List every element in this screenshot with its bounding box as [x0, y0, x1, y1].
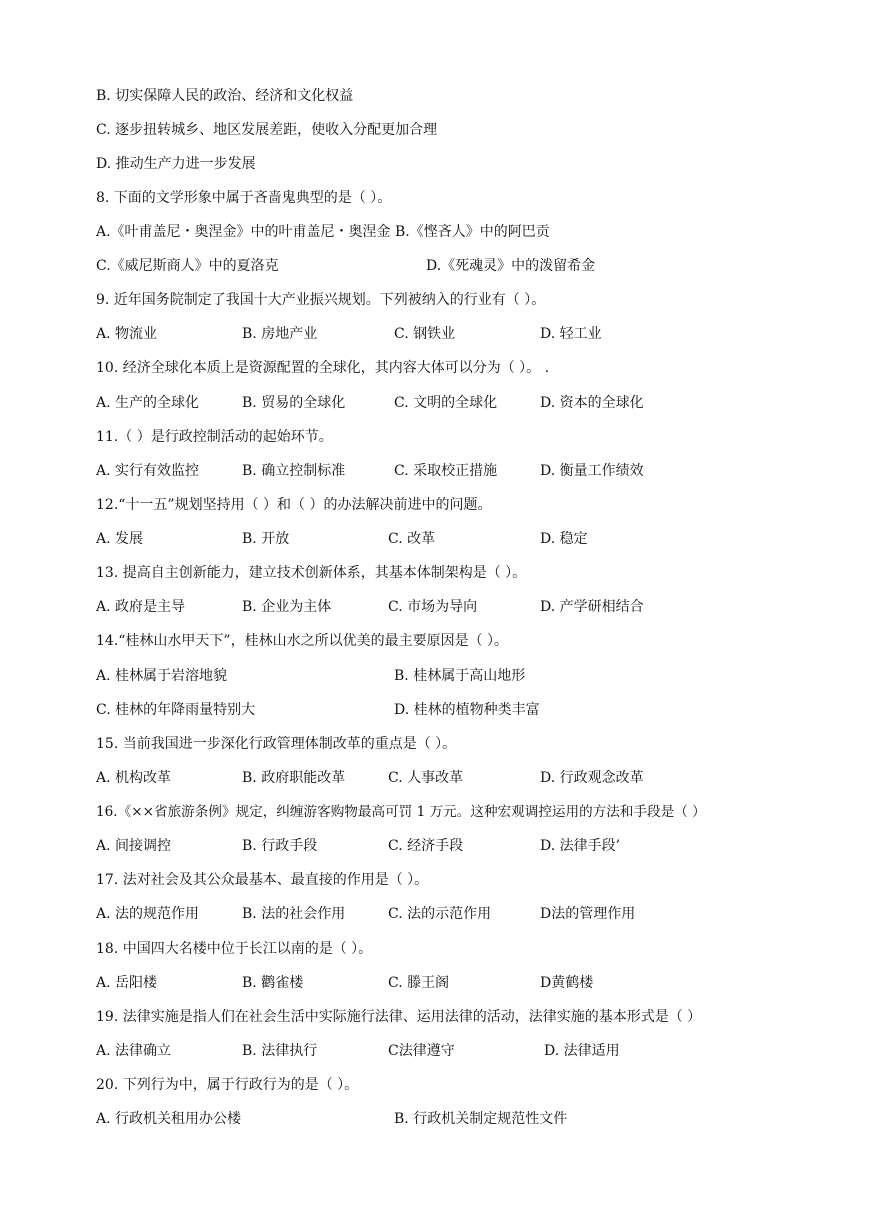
option-c: C. 市场为导向 [388, 599, 478, 615]
option-d: D. 法律手段’ [540, 838, 621, 854]
option-d: D.《死魂灵》中的泼留希金 [426, 258, 596, 274]
question-11-stem: 11.（ ）是行政控制活动的起始环节。 [96, 429, 333, 445]
option-a: A. 桂林属于岩溶地貌 [96, 668, 228, 684]
question-12-stem: 12.“十一五”规划坚持用（ ）和（ ）的办法解决前进中的问题。 [96, 497, 492, 513]
option-c: C. 经济手段 [388, 838, 464, 854]
option-b: B. 行政机关制定规范性文件 [394, 1111, 568, 1127]
option-d: D. 产学研相结合 [540, 599, 644, 615]
option-b: B. 贸易的全球化 [242, 395, 346, 411]
question-17-stem: 17. 法对社会及其公众最基本、最直接的作用是（ ）。 [96, 872, 429, 888]
option-d: D. 衡量工作绩效 [540, 463, 644, 479]
option-c: C. 法的示范作用 [388, 906, 492, 922]
question-10-stem: 10. 经济全球化本质上是资源配置的全球化，其内容大体可以分为（ ）。 . [96, 360, 550, 376]
question-8-stem: 8. 下面的文学形象中属于吝啬鬼典型的是（ ）。 [96, 190, 392, 206]
option-a: A. 机构改革 [96, 770, 172, 786]
option-c: C. 桂林的年降雨量特别大 [96, 702, 256, 718]
option-b: B. 企业为主体 [242, 599, 332, 615]
option-c: C.《威尼斯商人》中的夏洛克 [96, 258, 279, 274]
option-a: A. 生产的全球化 [96, 395, 200, 411]
option-a: A. 政府是主导 [96, 599, 186, 615]
option-b: B. 行政手段 [242, 838, 318, 854]
option-b: B. 鹳雀楼 [242, 975, 304, 991]
question-16-stem: 16.《××省旅游条例》规定，纠缠游客购物最高可罚 1 万元。这种宏观调控运用的方法和手段是（ ） [96, 804, 706, 820]
question-7-option-d: D. 推动生产力进一步发展 [96, 156, 256, 172]
option-a: A. 实行有效监控 [96, 463, 200, 479]
option-d: D. 法律适用 [544, 1043, 620, 1059]
question-7-option-b: B. 切实保障人民的政治、经济和文化权益 [96, 88, 354, 104]
option-c: C. 人事改革 [388, 770, 464, 786]
option-c: C. 采取校正措施 [394, 463, 498, 479]
option-d: D. 桂林的植物种类丰富 [394, 702, 540, 718]
question-20-stem: 20. 下列行为中，属于行政行为的是（ ）。 [96, 1077, 359, 1093]
question-18-stem: 18. 中国四大名楼中位于长江以南的是（ ）。 [96, 941, 373, 957]
option-d: D. 资本的全球化 [540, 395, 644, 411]
option-a: A. 法的规范作用 [96, 906, 200, 922]
option-c: C. 改革 [388, 531, 436, 547]
option-b: B. 桂林属于高山地形 [394, 668, 526, 684]
option-b: B. 法律执行 [242, 1043, 318, 1059]
option-c: C法律遵守 [388, 1043, 455, 1059]
option-d: D. 轻工业 [540, 326, 602, 342]
option-c: C. 文明的全球化 [394, 395, 498, 411]
option-d: D. 稳定 [540, 531, 588, 547]
option-a: A. 岳阳楼 [96, 975, 158, 991]
option-b: B. 确立控制标准 [242, 463, 346, 479]
option-d: D法的管理作用 [540, 906, 636, 922]
question-13-stem: 13. 提高自主创新能力，建立技术创新体系，其基本体制架构是（ ）。 [96, 565, 527, 581]
option-a: A. 物流业 [96, 326, 158, 342]
option-b: B. 开放 [242, 531, 290, 547]
option-b: B. 房地产业 [242, 326, 318, 342]
question-9-stem: 9. 近年国务院制定了我国十大产业振兴规划。下列被纳入的行业有（ ）。 [96, 292, 546, 308]
question-7-option-c: C. 逐步扭转城乡、地区发展差距，使收入分配更加合理 [96, 122, 438, 138]
option-c: C. 钢铁业 [394, 326, 456, 342]
option-c: C. 滕王阁 [388, 975, 450, 991]
option-d: D黄鹤楼 [540, 975, 594, 991]
option-a: A. 发展 [96, 531, 144, 547]
option-a: A. 法律确立 [96, 1043, 172, 1059]
question-15-stem: 15. 当前我国进一步深化行政管理体制改革的重点是（ ）。 [96, 736, 457, 752]
option-a: A. 行政机关租用办公楼 [96, 1111, 242, 1127]
option-d: D. 行政观念改革 [540, 770, 644, 786]
option-a: A. 间接调控 [96, 838, 172, 854]
question-19-stem: 19. 法律实施是指人们在社会生活中实际施行法律、运用法律的活动，法律实施的基本形式是（ ） [96, 1009, 702, 1025]
option-a-b: A.《叶甫盖尼・奥涅金》中的叶甫盖尼・奥涅金 B.《悭吝人》中的阿巴贡 [96, 224, 550, 240]
option-b: B. 法的社会作用 [242, 906, 346, 922]
option-b: B. 政府职能改革 [242, 770, 346, 786]
question-14-stem: 14.“桂林山水甲天下”，桂林山水之所以优美的最主要原因是（ ）。 [96, 633, 509, 649]
